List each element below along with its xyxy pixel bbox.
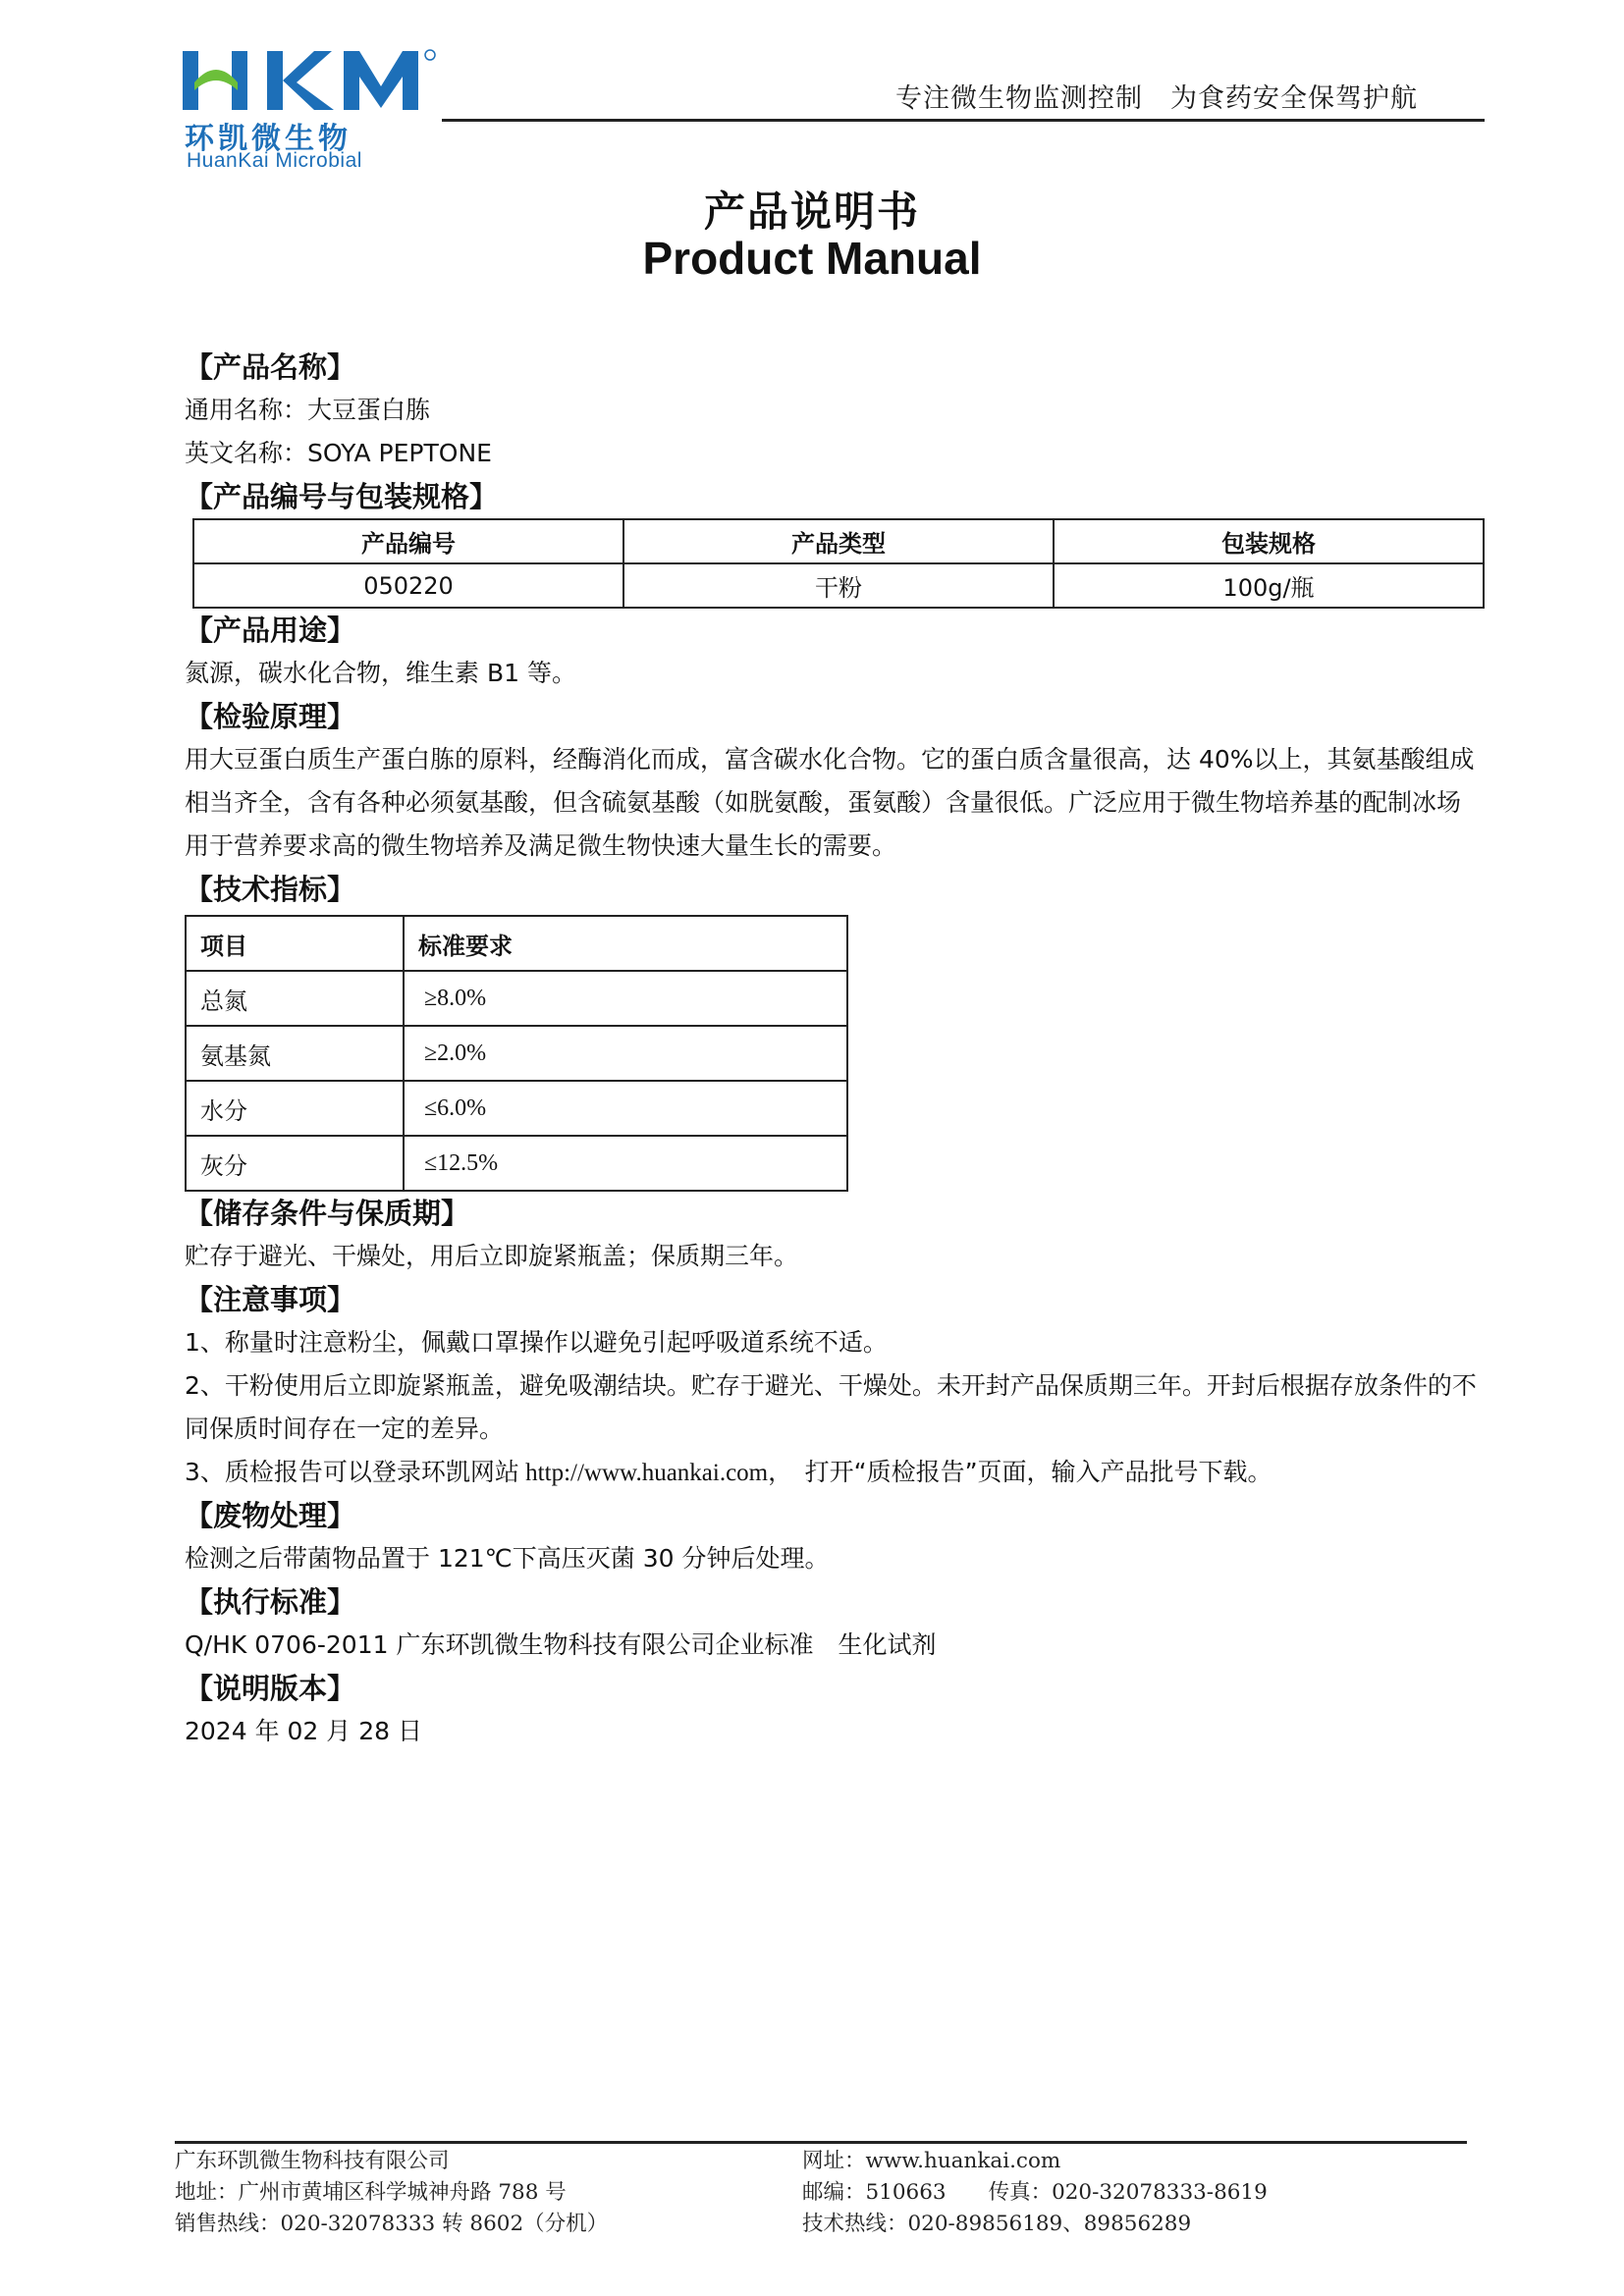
table-header-cell: 标准要求 [404, 916, 847, 971]
footer-tech-hotline: 技术热线：020-89856189、89856289 [802, 2212, 1192, 2236]
spec-item: 总氮 [186, 971, 404, 1026]
header-divider [442, 119, 1485, 122]
specs-table [185, 915, 848, 1192]
common-name: 通用名称：大豆蛋白胨 [185, 396, 431, 424]
principle-line: 用大豆蛋白质生产蛋白胨的原料，经酶消化而成，富含碳水化合物。它的蛋白质含量很高，达 40%以上，其氨基酸组成 [185, 745, 1475, 774]
footer-divider [175, 2141, 1467, 2144]
header-slogan: 专注微生物监测控制 为食药安全保驾护航 [895, 83, 1418, 114]
footer-postcode-fax: 邮编：510663 传真：020-32078333-8619 [802, 2180, 1268, 2205]
note-item-2-continued: 同保质时间存在一定的差异。 [185, 1415, 505, 1443]
spec-value: ≥8.0% [404, 971, 847, 1026]
spec-value: ≤6.0% [404, 1081, 847, 1136]
section-heading-version: 【说明版本】 [185, 1672, 356, 1705]
table-header-cell: 产品类型 [623, 519, 1054, 563]
table-header-cell: 包装规格 [1054, 519, 1484, 563]
table-header-cell: 项目 [186, 916, 404, 971]
section-heading-disposal: 【废物处理】 [185, 1499, 356, 1532]
note-item-1: 1、称量时注意粉尘，佩戴口罩操作以避免引起呼吸道系统不适。 [185, 1328, 888, 1357]
website-link[interactable]: http://www.huankai.com， [518, 1460, 781, 1486]
storage-text: 贮存于避光、干燥处，用后立即旋紧瓶盖；保质期三年。 [185, 1242, 799, 1270]
table-row [186, 1026, 847, 1081]
note-item-3 [185, 1451, 1490, 1494]
english-name: 英文名称：SOYA PEPTONE [185, 439, 492, 467]
product-code: 050220 [193, 563, 623, 608]
footer-right [802, 2146, 1268, 2240]
footer-sales-hotline: 销售热线：020-32078333 转 8602（分机） [175, 2212, 609, 2236]
footer-company: 广东环凯微生物科技有限公司 [175, 2149, 450, 2173]
section-heading-name: 【产品名称】 [185, 350, 356, 384]
section-heading-standard: 【执行标准】 [185, 1585, 356, 1619]
footer-left [175, 2146, 608, 2240]
footer-website[interactable]: 网址：www.huankai.com [802, 2149, 1061, 2173]
spec-item: 氨基氮 [186, 1026, 404, 1081]
note-item-3-text: 3、质检报告可以登录环凯网站 [185, 1458, 519, 1486]
principle-line: 相当齐全，含有各种必须氨基酸，但含硫氨基酸（如胱氨酸，蛋氨酸）含量很低。广泛应用于微生物培养基的配制冰场 [185, 788, 1462, 817]
section-heading-packaging: 【产品编号与包装规格】 [185, 480, 499, 513]
note-item-3-text-end: 打开“质检报告”页面，输入产品批号下载。 [780, 1458, 1272, 1486]
section-heading-usage: 【产品用途】 [185, 614, 356, 647]
section-heading-principle: 【检验原理】 [185, 700, 356, 733]
manual-body [185, 346, 1490, 1753]
table-row [193, 563, 1484, 608]
hkm-logo-icon [177, 47, 442, 116]
company-logo [177, 47, 452, 175]
table-row [186, 971, 847, 1026]
spec-value: ≤12.5% [404, 1136, 847, 1191]
note-item-2: 2、干粉使用后立即旋紧瓶盖，避免吸潮结块。贮存于避光、干燥处。未开封产品保质期三年。开封后根据存放条件的不 [185, 1371, 1477, 1400]
logo-chinese-name: 环凯微生物 [185, 122, 352, 156]
spec-item: 灰分 [186, 1136, 404, 1191]
standard-text: Q/HK 0706-2011 广东环凯微生物科技有限公司企业标准 生化试剂 [185, 1630, 937, 1659]
packaging-table [192, 518, 1485, 609]
product-type: 干粉 [623, 563, 1054, 608]
title-english: Product Manual [642, 233, 982, 284]
version-date: 2024 年 02 月 28 日 [185, 1717, 422, 1745]
section-heading-storage: 【储存条件与保质期】 [185, 1197, 470, 1230]
table-row [186, 1081, 847, 1136]
section-heading-specs: 【技术指标】 [185, 873, 356, 906]
package-size: 100g/瓶 [1054, 563, 1484, 608]
table-header-row [186, 916, 847, 971]
section-heading-notes: 【注意事项】 [185, 1283, 356, 1316]
principle-line: 用于营养要求高的微生物培养及满足微生物快速大量生长的需要。 [185, 831, 897, 860]
table-header-row [193, 519, 1484, 563]
table-row [186, 1136, 847, 1191]
disposal-text: 检测之后带菌物品置于 121℃下高压灭菌 30 分钟后处理。 [185, 1544, 830, 1573]
usage-text: 氮源，碳水化合物，维生素 B1 等。 [185, 659, 576, 687]
title-chinese: 产品说明书 [703, 187, 920, 236]
footer-address: 地址：广州市黄埔区科学城神舟路 788 号 [175, 2180, 567, 2205]
table-header-cell: 产品编号 [193, 519, 623, 563]
logo-english-name: HuanKai Microbial [187, 149, 362, 172]
spec-value: ≥2.0% [404, 1026, 847, 1081]
spec-item: 水分 [186, 1081, 404, 1136]
